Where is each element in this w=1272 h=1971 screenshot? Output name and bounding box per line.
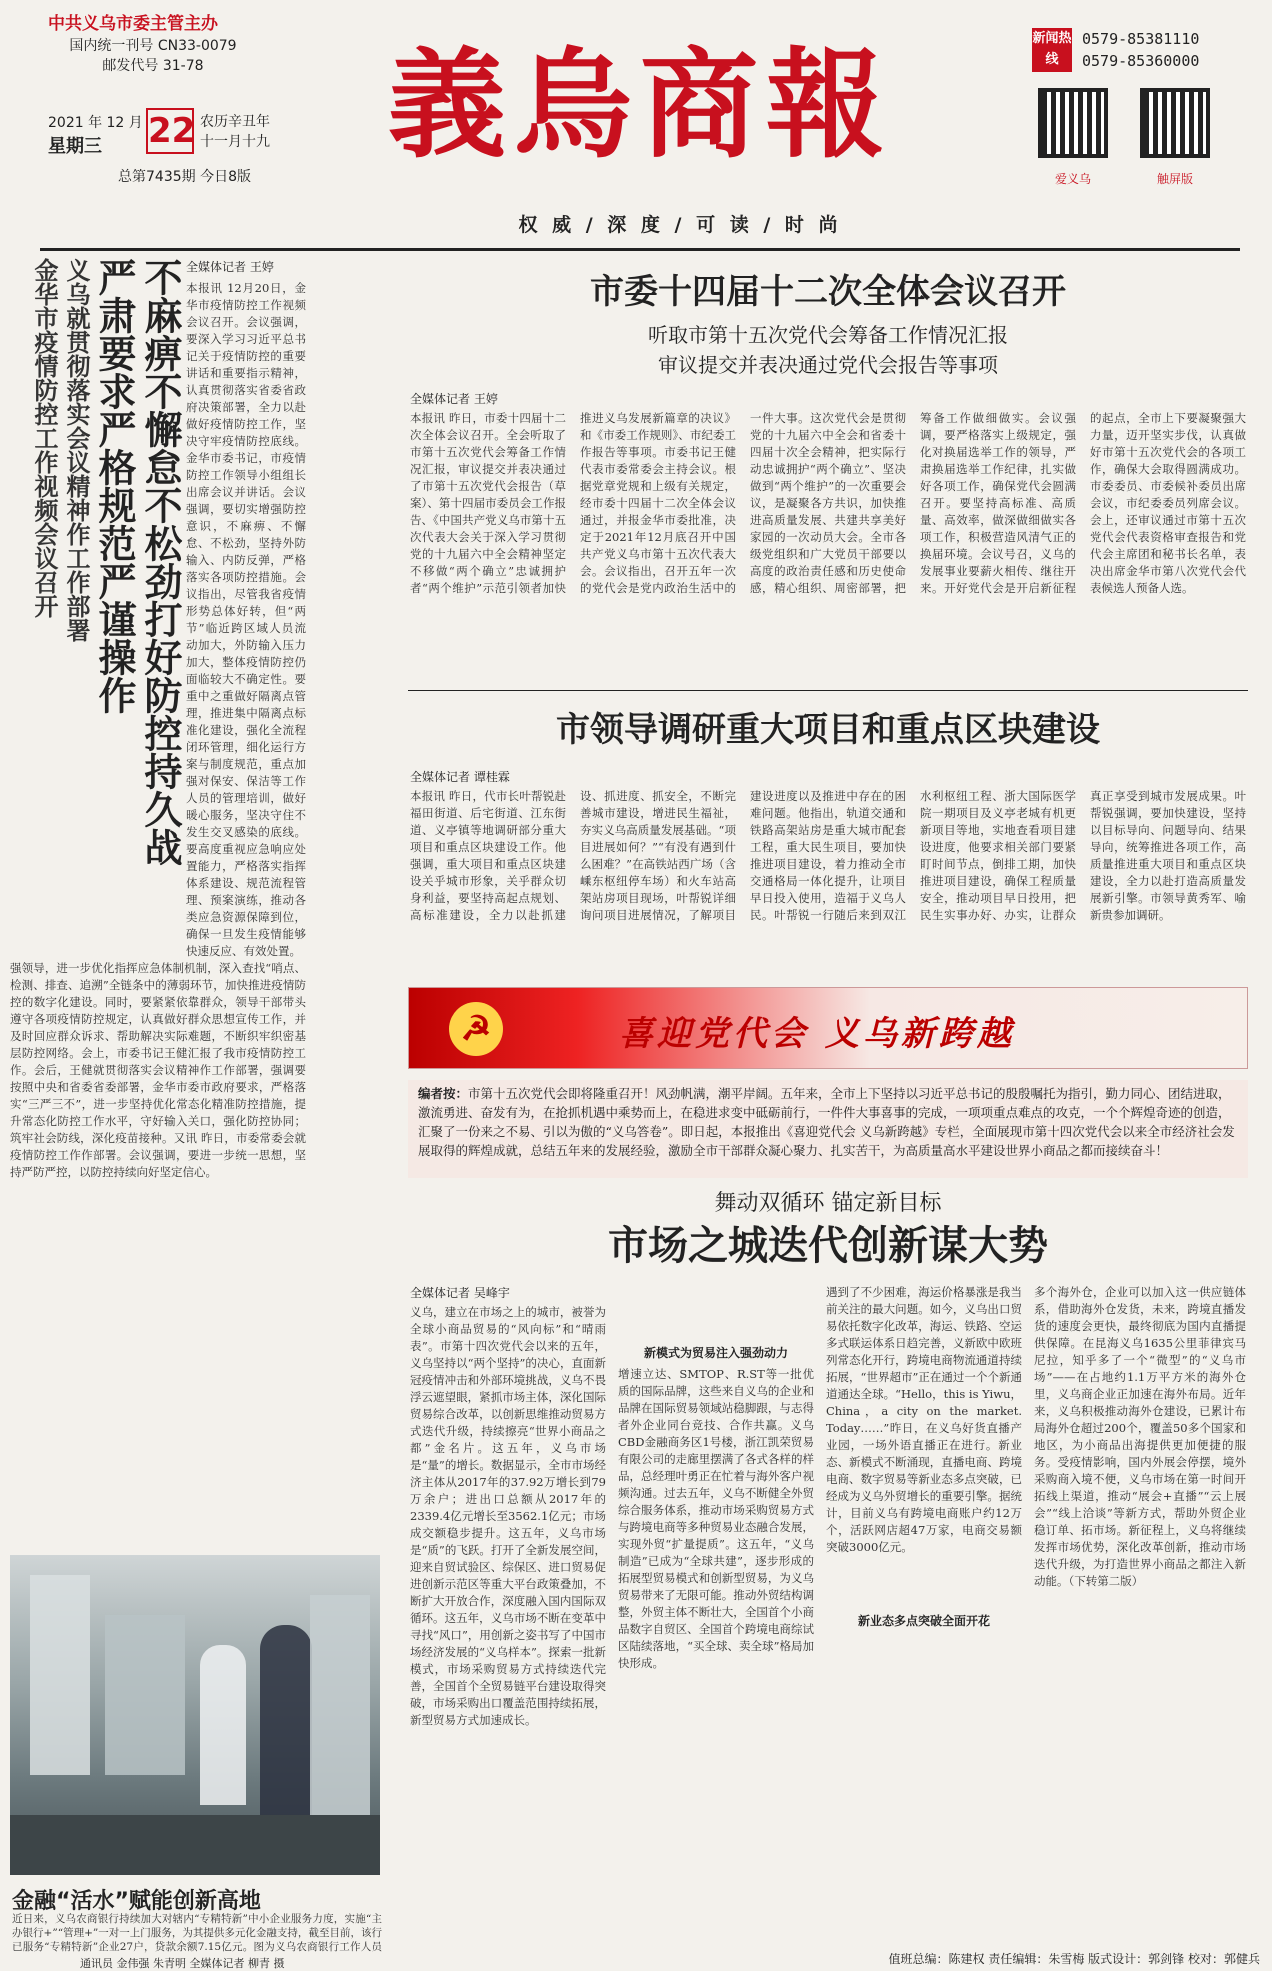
news-photo	[10, 1555, 380, 1875]
center-byline: 全媒体记者 王婷	[410, 392, 498, 406]
slogan: 权 威 / 深 度 / 可 读 / 时 尚	[518, 214, 842, 236]
lead-title-1: 不麻痹不懈怠不松劲打好防控持久战	[138, 258, 182, 866]
photo-title: 金融“活水”赋能创新高地	[12, 1889, 261, 1914]
phone-numbers	[1082, 28, 1199, 72]
editor-note	[408, 1080, 1248, 1178]
masthead-info	[48, 12, 308, 76]
qr2-label: 触屏版	[1156, 172, 1193, 186]
center-title: 市委十四届十二次全体会议召开	[590, 272, 1066, 312]
market-sub-b: 新业态多点突破全面开花	[857, 1614, 990, 1628]
phone-1: 0579-85381110	[1082, 30, 1200, 48]
market-body-4: 多个海外仓，企业可以加入这一供应链体系，借助海外仓发货，未来，跨境直播发货的速度会更快，最终彻底为国内直播提供保障。在昆海义乌1635公里菲律宾马尼拉，知乎多了一个“微型”的“义乌市场”——在占地约1.1万平方米的海外仓里，义乌商企业正加速在海外布局。近年来，义乌积极推动海外仓建设，已累计布局海外仓超过200个，覆盖50多个国家和地区，为小商品出海提供更加便捷的服务。受疫情影响，国内外展会停摆，境外采购商入境不便，义乌市场在第一时间开拓线上渠道，推动“展会+直播”“云上展会”“线上洽谈”等新方式，帮助外贸企业稳订单、拓市场。新征程上，义乌将继续发挥市场优势，深化改革创新，推动市场迭代升级，为打造世界小商品之都注入新动能。（下转第二版）	[1034, 1285, 1246, 1588]
market-body-2-top	[618, 1284, 814, 1342]
photo-credit: 通讯员 金伟强 朱青明 全媒体记者 柳青 摄	[80, 1957, 285, 1970]
editor-note-label: 编者按：	[418, 1086, 469, 1101]
center-sub-1: 听取市第十五次党代会筹备工作情况汇报	[648, 323, 1008, 347]
footer-credits: 值班总编：陈建权 责任编辑：朱雪梅 版式设计：郭剑锋 校对：郭健兵	[888, 1952, 1260, 1966]
lead-body-continued: 强领导，进一步优化指挥应急体制机制，深入查找“哨点、检测、排查、追溯”全链条中的薄弱环节，加快推进疫情防控的数字化建设。同时，要紧紧依靠群众，领导干部带头遵守各项疫情防控规定，认真做好群众思想宣传工作，并及时回应群众诉求、帮助解决实际难题，不断织牢织密基层防控网络。会上，市委书记王健汇报了我市疫情防控工作。会后，王健就贯彻落实会议精神作工作部署，强调要按照中央和省委省委部署，金华市委市政府要求，严格落实“三严三不”，进一步坚持优化常态化精准防控措施，提升常态化防控工作水平，守好输入关口，强化防控协同；筑牢社会防线，深化疫苗接种。又讯 昨日，市委常委会就疫情防控工作作部署。会议强调，要进一步统一思想，坚持严防严控，以防控持续向好坚定信心。	[10, 961, 306, 1179]
center-sub-2: 审议提交并表决通过党代会报告等事项	[658, 353, 998, 377]
masthead-divider	[40, 248, 1240, 251]
project-body: 本报讯 昨日，代市长叶帮锐赴福田街道、后宅街道、江东街道、义亭镇等地调研部分重大项目和重点区块建设工作。他强调，重大项目和重点区块建设关乎城市形象，关乎群众切身利益，要坚持高起点规划、高标准建设，全力以赴抓建设、抓进度、抓安全，不断完善城市建设，增进民生福祉，夯实义乌高质量发展基础。“项目进展如何？”“有没有遇到什么困难？”在高铁站西广场（含嵊东枢纽停车场）和火车站高架站房项目现场，叶帮锐详细询问项目进展情况，了解项目建设进度以及推进中存在的困难问题。他指出，轨道交通和铁路高架站房是重大城市配套工程，重大民生项目，要加快推进项目建设，着力推动全市交通格局一体化提升，让项目早日投入使用，造福于义乌人民。叶帮锐一行随后来到双江水利枢纽工程、浙大国际医学院一期项目及义亭老城有机更新项目等地，实地查看项目建设进度，他要求相关部门要紧盯时间节点，倒排工期，加快推进项目建设，确保工程质量安全，推动项目早日投用，把民生实事办好、办实，让群众真正享受到城市发展成果。叶帮锐强调，要加快建设，坚持以目标导向、问题导向、结果导向，统筹推进各项工作，高质量推进重大项目和重点区块建设，全力以赴打造高质量发展新引擎。市领导黄秀军、喻新贵参加调研。	[410, 789, 1246, 922]
hammer-sickle-icon: ☭	[449, 1002, 503, 1056]
sponsor: 中共义乌市委主管主办	[48, 14, 218, 34]
lunar-year: 农历辛丑年	[200, 114, 270, 130]
date-box	[48, 108, 318, 188]
lead-sub-2: 金华市疫情防控工作视频会议召开	[30, 258, 58, 618]
market-kicker: 舞动双循环 锚定新目标	[714, 1191, 942, 1216]
hotline-label: 新闻热线	[1032, 28, 1072, 72]
editor-note-text: 市第十五次党代会即将隆重召开！风劲帆满，潮平岸阔。五年来，全市上下坚持以习近平总书记的殷殷嘱托为指引，勤力同心、团结进取，激流勇进、奋发有为，在抢抓机遇中乘势而上，在稳进求变中砥砺前行，一件件大事喜事的完成，一项项重点难点的攻克，一个个辉煌奇迹的创造，汇聚了一份来之不易、引以为傲的“义乌答卷”。即日起，本报推出《喜迎党代会 义乌新跨越》专栏，全面展现市第十四次党代会以来全市经济社会发展取得的辉煌成就，总结五年来的发展经验，激励全市干部群众凝心聚力、扎实苦干，为高质量高水平建设世界小商品之都而接续奋斗！	[418, 1086, 1235, 1158]
lead-sub-1: 义乌就贯彻落实会议精神作工作部署	[62, 258, 90, 642]
lead-body: 本报讯 12月20日，金华市疫情防控工作视频会议召开。会议强调，要深入学习习近平总书记关于疫情防控的重要讲话和重要指示精神，认真贯彻落实省委省政府决策部署，全力以赴做好疫情防控工作，坚决守牢疫情防控底线。金华市委书记，市疫情防控工作领导小组组长出席会议并讲话。会议强调，要切实增强防控意识，不麻痹、不懈怠、不松劲，坚持外防输入、内防反弹，严格落实各项防控措施。会议指出，尽管我省疫情形势总体好转，但“两节”临近跨区域人员流动加大，外防输入压力加大，整体疫情防控仍面临较大不确定性。要重中之重做好隔离点管理，推进集中隔离点标准化建设，强化全流程闭环管理，细化运行方案与制度规范，重点加强对保安、保洁等工作人员的管理培训，做好暖心服务，坚决守住不发生交叉感染的底线。要高度重视应急响应处置能力，严格落实指挥体系建设、规范流程管理、预案演练，推动各类应急资源保障到位，确保一旦发生疫情能够快速反应、有效处置。	[186, 281, 306, 958]
qr-code-icon[interactable]	[1038, 88, 1108, 158]
market-sub-a: 新模式为贸易注入强劲动力	[643, 1346, 788, 1360]
newspaper-logo: 義烏商報	[387, 35, 892, 174]
issue-info: 总第7435期 今日8版	[118, 169, 251, 185]
postal-code: 邮发代号 31-78	[102, 58, 204, 74]
lunar-day: 十一月十九	[200, 134, 270, 150]
year-month: 2021 年 12 月	[48, 115, 143, 131]
day-number: 22	[146, 108, 194, 154]
lunar-date	[200, 112, 270, 152]
section-divider	[408, 690, 1248, 691]
qr-code-icon[interactable]	[1140, 88, 1210, 158]
photo-caption: 近日来，义乌农商银行持续加大对辖内“专精特新”中小企业服务力度，实施“主办银行+”“管理+”一对一上门服务，为其提供多元化金融支持，截至目前，该行已服务“专精特新”企业27户，贷款余额7.15亿元。图为义乌农商银行工作人员	[12, 1913, 382, 1953]
lead-byline: 全媒体记者 王婷	[186, 260, 274, 274]
market-body-1: 义乌，建立在市场之上的城市，被誉为全球小商品贸易的“风向标”和“晴雨表”。市第十四次党代会以来的五年，义乌坚持以“两个坚持”的决心，直面新冠疫情冲击和外部环境挑战，义乌不畏浮云遮望眼，紧抓市场主体，深化国际贸易综合改革，以创新思维推动贸易方式迭代升级，持续擦亮“世界小商品之都”金名片。这五年，义乌市场是“量”的增长。数据显示，全市市场经济主体从2017年的37.92万增长到79万余户；进出口总额从2017年的2339.4亿元增长至3562.1亿元；市场成交额稳步提升。这五年，义乌市场是“质”的飞跃。打开了全新发展空间，迎来自贸试验区、综保区、进口贸易促进创新示范区等重大平台政策叠加，不断扩大开放合作，深度融入国内国际双循环。这五年，义乌市场不断在变革中寻找“风口”，用创新之姿书写了中国市场经济发展的“义乌样本”。探索一批新模式，市场采购贸易方式持续迭代完善，全国首个全贸易链平台建设取得突破，市场采购出口覆盖范围持续拓展，新型贸易方式加速成长。	[410, 1305, 606, 1727]
weekday: 星期三	[48, 136, 102, 157]
market-body-3: 遇到了不少困难，海运价格暴涨是我当前关注的最大问题。如今，义乌出口贸易依托数字化改革，海运、铁路、空运多式联运体系日趋完善，义新欧中欧班列常态化开行，跨境电商物流通道持续拓展，“世界超市”正在通过一个个新通道通达全球。“Hello，this is Yiwu，China，a city on the market. Today……”昨日，在义乌好货直播产业园，一场外语直播正在进行。新业态、新模式不断涌现，直播电商、跨境电商、数字贸易等新业态多点突破，已经成为义乌外贸增长的重要引擎。据统计，目前义乌有跨境电商账户约12万个，活跃网店超47万家，电商交易额突破3000亿元。	[826, 1285, 1022, 1554]
project-title: 市领导调研重大项目和重点区块建设	[556, 710, 1100, 750]
cn-code: 国内统一刊号 CN33-0079	[69, 38, 237, 54]
market-body-2: 增速立达、SMTOP、R.ST等一批优质的国际品牌，这些来自义乌的企业和品牌在国际贸易领域站稳脚跟，与志得者外企业同台竞技、合作共赢。义乌CBD金融商务区1号楼，浙江凯荣贸易有限公司的走廊里摆满了各式各样的样品，总经理叶勇正在忙着与海外客户视频沟通。过去五年，义乌不断健全外贸综合服务体系，推动市场采购贸易方式与跨境电商等多种贸易业态融合发展，实现外贸“扩量提质”。这五年，“义乌制造”已成为“全球共建”，逐步形成的拓展型贸易模式和创新型贸易，为义乌贸易带来了无限可能。推动外贸结构调整，外贸主体不断壮大，全国首个小商品数字自贸区、全国首个跨境电商综试区陆续落地，“买全球、卖全球”格局加快形成。	[618, 1367, 814, 1670]
party-congress-banner	[408, 987, 1248, 1069]
center-body: 本报讯 昨日，市委十四届十二次全体会议召开。全会听取了市第十五次党代会筹备工作情况汇报，审议提交并表决通过了市第十五次党代会报告（草案）、第十四届市委员会工作报告、《中国共产党义乌市第十五次代表大会关于深入学习贯彻党的十九届六中全会精神坚定不移做“两个确立”忠诚拥护者“两个维护”示范引领者加快推进义乌发展新篇章的决议》和《市委工作规则》、市纪委工作报告等事项。市委书记王健代表市委常委会主持会议。根据党章党规和上级有关规定，经市委十四届十二次全体会议通过，并报金华市委批准，决定于2021年12月底召开中国共产党义乌市第十五次代表大会。会议指出，召开五年一次的党代会是党内政治生活中的一件大事。这次党代会是贯彻党的十九届六中全会和省委十四届十次全会精神，把实际行动忠诚拥护“两个确立”、坚决做到“两个维护”的一次重要会议，是凝聚各方共识，加快推进高质量发展、共建共享美好家园的一次动员大会。全市各级党组织和广大党员干部要以高度的政治责任感和历史使命感，精心组织、周密部署，把筹备工作做细做实。会议强调，要严格落实上级规定，强化对换届选举工作的领导，严肃换届选举工作纪律，扎实做好各项工作，确保党代会圆满召开。要坚持高标准、高质量、高效率，做深做细做实各项工作，积极营造风清气正的换届环境。会议号召，义乌的发展事业要薪火相传、继往开来。开好党代会是开启新征程的起点，全市上下要凝聚强大力量，迈开坚实步伐，认真做好市第十五次党代会的各项工作，确保大会取得圆满成功。市委委员、市委候补委员出席会议，市纪委委员列席会议。会上，还审议通过市第十五次党代会代表资格审查报告和党代会主席团和秘书长名单，表决出席金华市第八次党代会代表候选人预备人选。	[410, 411, 1246, 595]
project-byline: 全媒体记者 谭桂霖	[410, 770, 510, 784]
qr1-label: 爱义乌	[1054, 172, 1091, 186]
market-byline: 全媒体记者 吴峰宇	[410, 1286, 510, 1300]
lead-title-2: 严肃要求严格规范严谨操作	[92, 258, 136, 714]
market-title: 市场之城迭代创新谋大势	[608, 1223, 1048, 1269]
phone-2: 0579-85360000	[1082, 52, 1200, 70]
banner-text: 喜迎党代会 义乌新跨越	[619, 1014, 1015, 1054]
